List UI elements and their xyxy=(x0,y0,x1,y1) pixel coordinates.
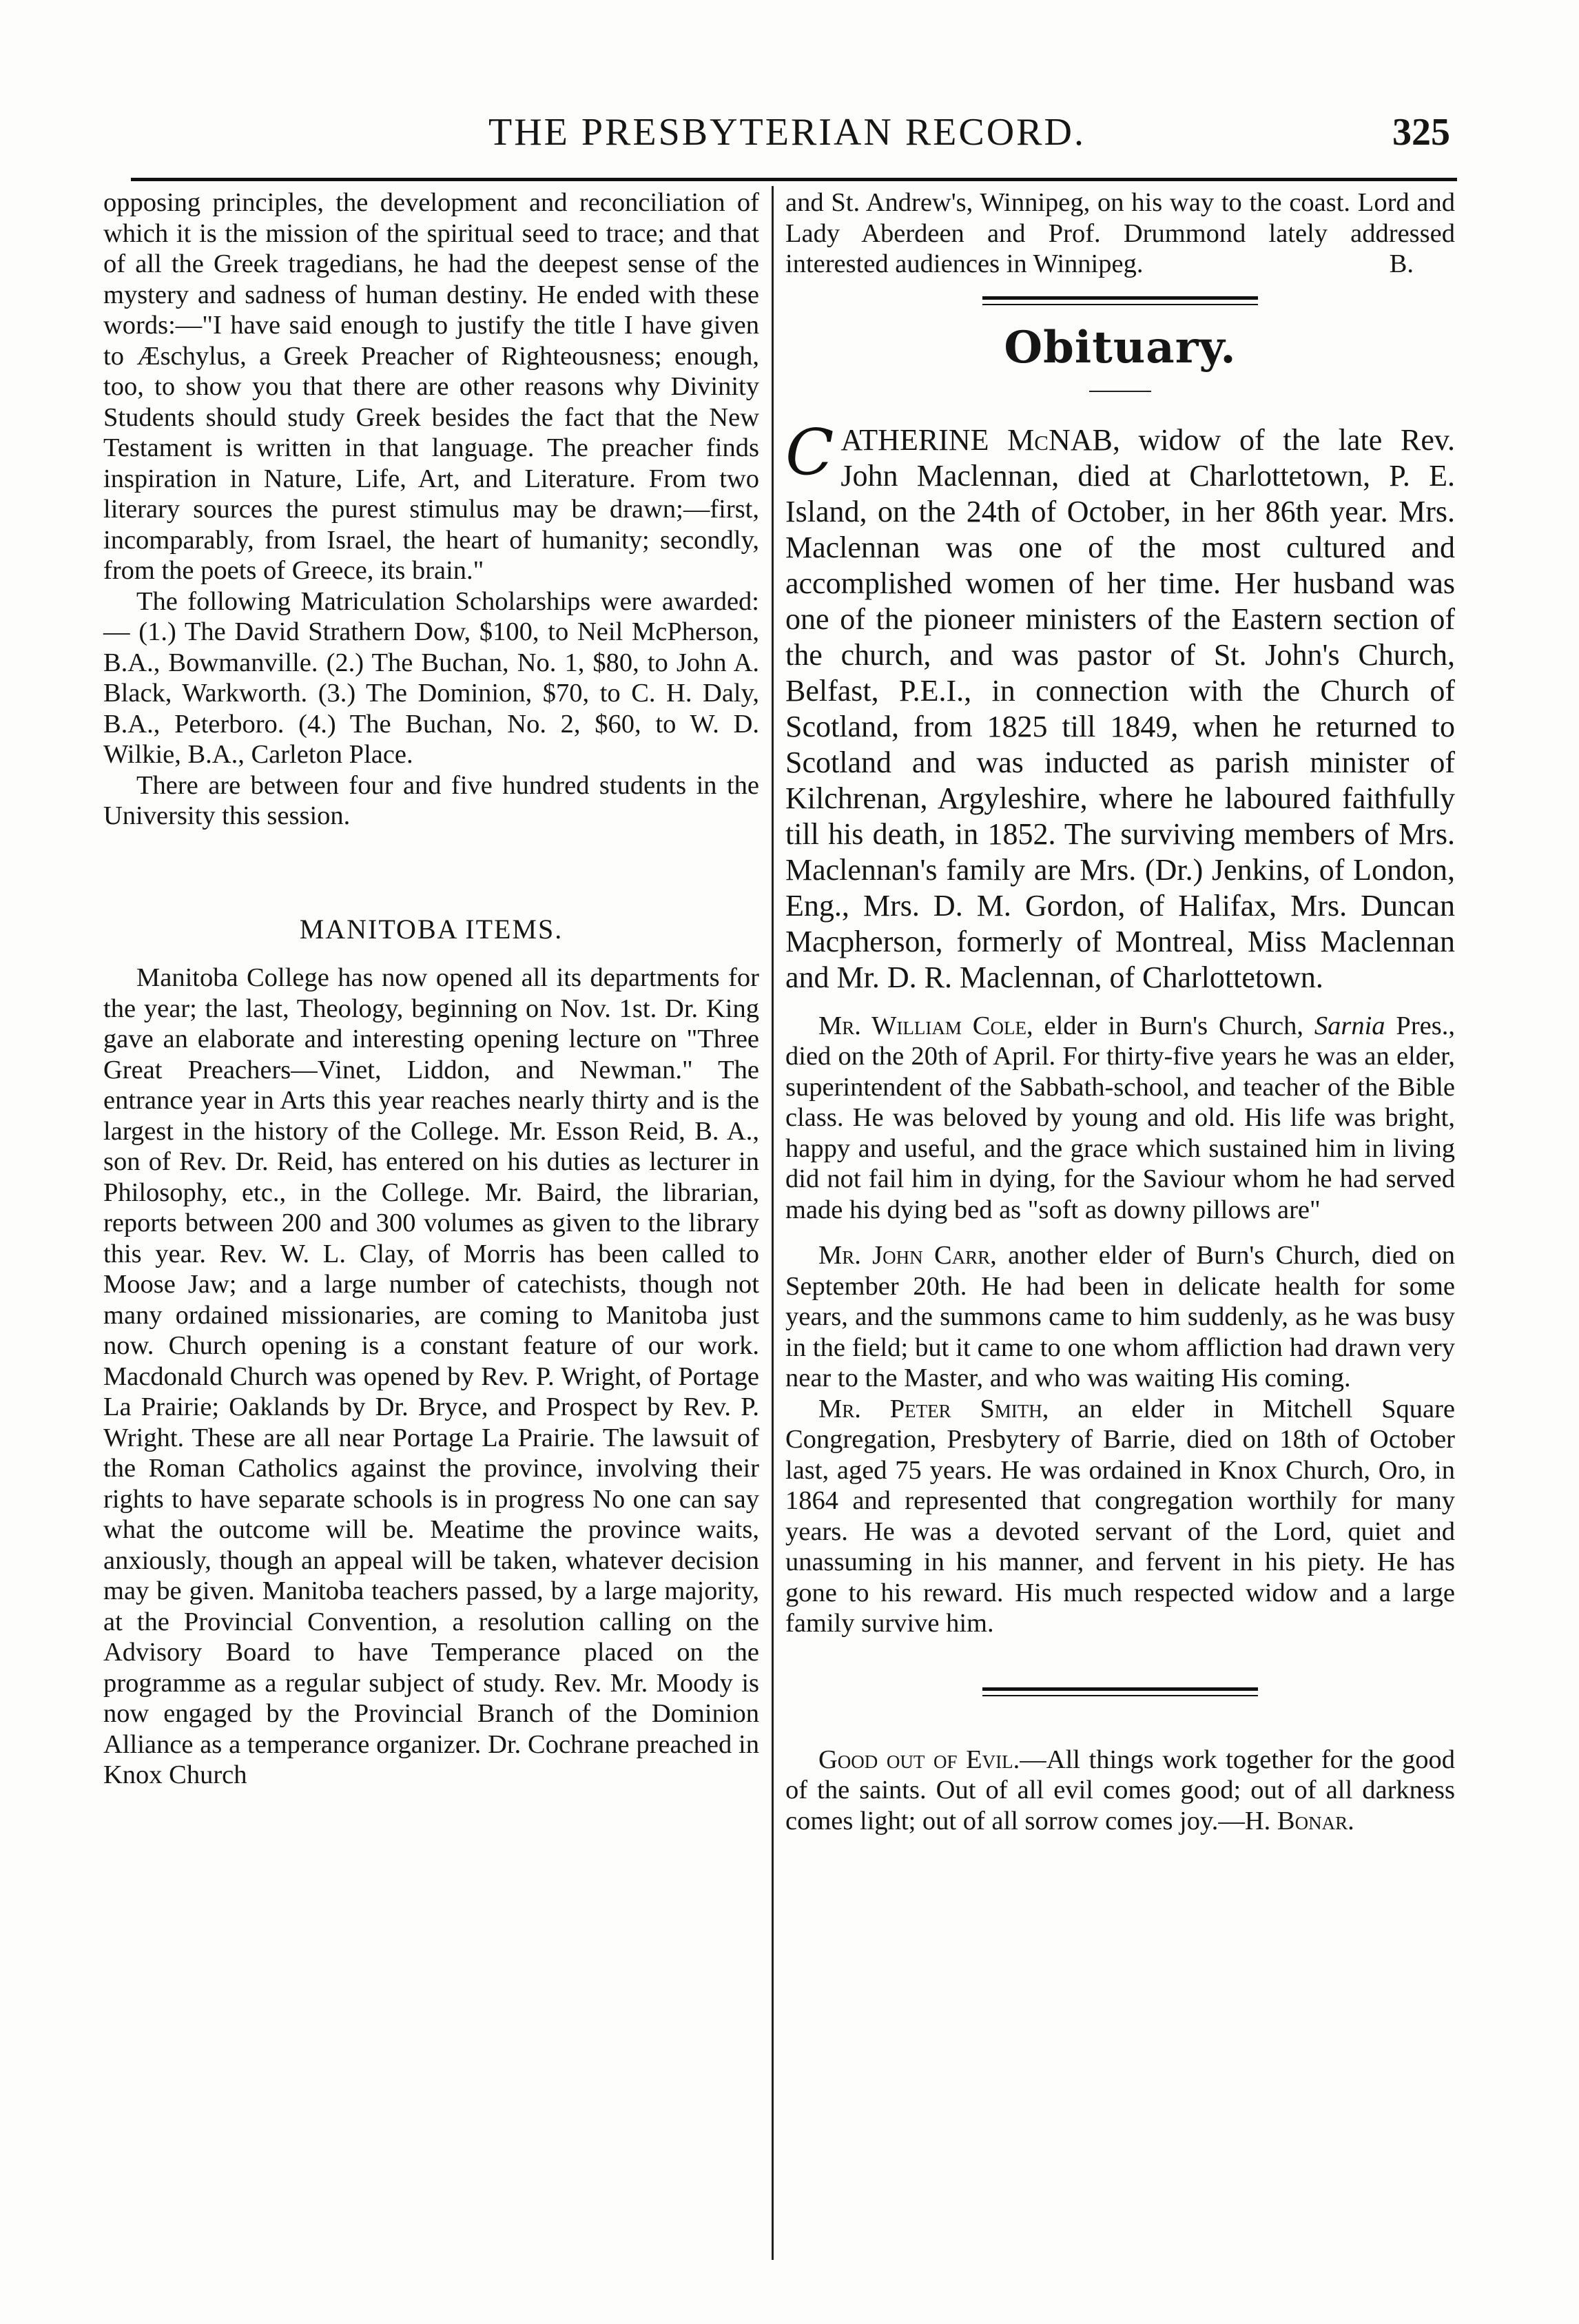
obituary-cole-place: Sarnia xyxy=(1314,1011,1385,1040)
closing-quote xyxy=(785,1745,1455,1837)
obituary-carr xyxy=(785,1240,1455,1394)
obituary-cole-text-b: Pres., died on the 20th of April. For thirty-five years he was an elder, superintendent of the Sabbath-school, and teacher of the Bible class. He was beloved by young and old. His life was bright, happy and useful, and the grace which sustained him in living did not fail him in dying, for the Saviour whom he had served made his dying bed as "soft as downy pillows are" xyxy=(785,1011,1455,1224)
journal-title: THE PRESBYTERIAN RECORD. xyxy=(488,111,1086,154)
obituary-carr-name: Mr. John Carr, xyxy=(818,1241,997,1270)
running-header xyxy=(117,103,1457,165)
obituary-cole-text-a: elder in Burn's Church, xyxy=(1033,1011,1314,1040)
obituary-mcnab-text: widow of the late Rev. John Maclennan, died at Charlottetown, P. E. Island, on the 24th of October, in her 86th year. Mrs. Maclennan was one of the most cultured and accomplished women of her time. Her husband was one of the pioneer ministers of the Eastern section of the church, and was pastor of St. John's Church, Belfast, P.E.I., in connection with the Church of Scotland, from 1825 till 1849, when he returned to Scotland and was inducted as parish minister of Kilchrenan, Argyleshire, where he laboured faithfully till his death, in 1852. The surviving members of Mrs. Maclennan's family are Mrs. (Dr.) Jenkins, of London, Eng., Mrs. D. M. Gordon, of Halifax, Mrs. Duncan Macpherson, formerly of Montreal, Miss Maclennan and Mr. D. R. Maclennan, of Charlottetown. xyxy=(785,422,1455,994)
drop-capital: C xyxy=(785,415,834,489)
heading-rule xyxy=(1089,391,1151,392)
section-separator xyxy=(982,296,1258,305)
right-column xyxy=(785,187,1455,1836)
obituary-cole xyxy=(785,1011,1455,1226)
scholarships-paragraph: The following Matriculation Scholarships were awarded:— (1.) The David Strathern Dow, $100, to Neil McPherson, B.A., Bowmanville. (2.) The Buchan, No. 1, $80, to John A. Black, Warkworth. (3.) The Dominion, $70, to C. H. Daly, B.A., Peterboro. (4.) The Buchan, No. 2, $60, to W. D. Wilkie, B.A., Carleton Place. xyxy=(103,586,759,769)
column-divider xyxy=(772,186,774,2260)
winnipeg-paragraph xyxy=(785,187,1455,280)
closing-quote-author: H. Bonar. xyxy=(1244,1806,1354,1835)
left-column xyxy=(103,187,759,1791)
winnipeg-text: and St. Andrew's, Winnipeg, on his way to the coast. Lord and Lady Aberdeen and Prof. Drummond lately addressed interested audiences in Winnipeg. xyxy=(785,188,1455,278)
page-number: 325 xyxy=(1392,111,1450,154)
obituary-carr-text: another elder of Burn's Church, died on September 20th. He had been in delicate health for some years, and the summons came to him suddenly, as he was busy in the field; but it came to one whom affliction had drawn very near to the Master, and who was waiting His coming. xyxy=(785,1241,1455,1392)
obituary-smith-text: an elder in Mitchell Square Congregation, Presbytery of Barrie, died on 18th of October last, aged 75 years. He was ordained in Knox Church, Oro, in 1864 and represented that congregation worthily for many years. He was a devoted servant of the Lord, quiet and unassuming in his manner, and fervent in his piety. He has gone to his reward. His much respected widow and a large family survive him. xyxy=(785,1394,1455,1638)
author-initial: B. xyxy=(1389,249,1414,278)
obituary-cole-name: Mr. William Cole, xyxy=(818,1011,1033,1040)
obituary-mcnab xyxy=(785,415,1455,996)
header-rule xyxy=(131,178,1457,181)
aeschylus-lecture-paragraph: opposing principles, the development and reconciliation of which it is the mission of the spiritual seed to trace; and that of all the Greek tragedians, he had the deepest sense of the mystery and sadness of human destiny. He ended with these words:—"I have said enough to justify the title I have given to Æschylus, a Greek Preacher of Righteousness; enough, too, to show you that there are other reasons why Divinity Students should study Greek besides the fact that the New Testament is written in that language. The preacher finds inspiration in Nature, Life, Art, and Literature. From two literary sources the purest stimulus may be drawn;—first, incomparably, from Israel, the heart of humanity; secondly, from the poets of Greece, its brain." xyxy=(103,188,759,585)
students-paragraph: There are between four and five hundred students in the University this session. xyxy=(103,770,759,830)
obituary-smith-name: Mr. Peter Smith, xyxy=(818,1394,1049,1423)
obituary-heading: Obituary. xyxy=(1004,321,1237,373)
manitoba-items-paragraph: Manitoba College has now opened all its departments for the year; the last, Theology, beginning on Nov. 1st. Dr. King gave an elaborate and interesting opening lecture on "Three Great Preachers—Vinet, Liddon, and Newman." The entrance year in Arts this year reaches nearly thirty and is the largest in the history of the College. Mr. Esson Reid, B. A., son of Rev. Dr. Reid, has entered on his duties as lecturer in Philosophy, etc., in the College. Mr. Baird, the librarian, reports between 200 and 300 volumes as given to the library this year. Rev. W. L. Clay, of Morris has been called to Moose Jaw; and a large number of catechists, though not many ordained missionaries, are coming to Manitoba just now. Church opening is a constant feature of our work. Macdonald Church was opened by Rev. P. Wright, of Portage La Prairie; Oaklands by Dr. Bryce, and Prospect by Rev. P. Wright. These are all near Portage La Prairie. The lawsuit of the Roman Catholics against the province, involving their rights to have separate schools is in progress No one can say what the outcome will be. Meatime the province waits, anxiously, though an appeal will be taken, whatever decision may be given. Manitoba teachers passed, by a large majority, at the Provincial Convention, a resolution calling on the Advisory Board to have Temperance placed on the programme as a regular subject of study. Rev. Mr. Moody is now engaged by the Provincial Branch of the Dominion Alliance as a temperance organizer. Dr. Cochrane preached in Knox Church xyxy=(103,963,759,1789)
obituary-mcnab-name: ATHERINE McNAB, xyxy=(840,422,1120,457)
closing-quote-text: —All things work together for the good of the saints. Out of all evil comes good; out of all darkness comes light; out of all sorrow comes joy.— xyxy=(785,1745,1455,1835)
obituary-smith xyxy=(785,1394,1455,1639)
manitoba-items-heading: MANITOBA ITEMS. xyxy=(299,913,564,945)
section-separator-bottom xyxy=(982,1687,1258,1696)
closing-quote-title: Good out of Evil. xyxy=(818,1745,1020,1774)
